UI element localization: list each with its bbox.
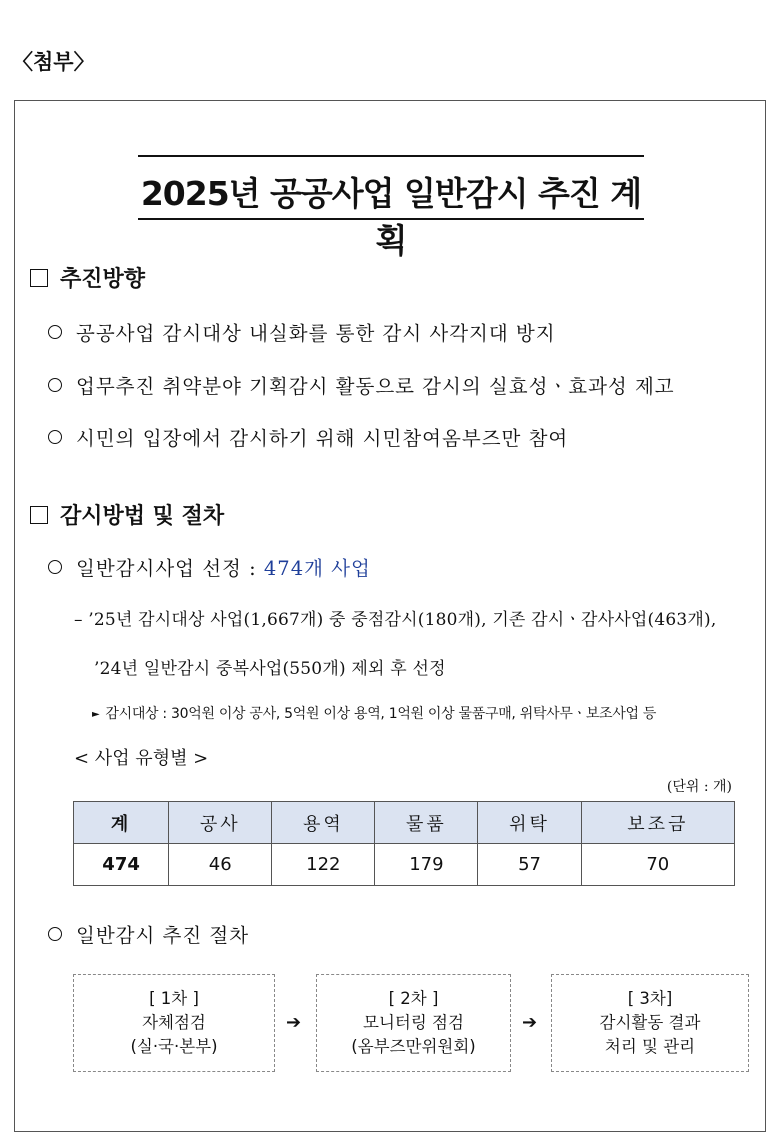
section-heading-text: 감시방법 및 절차 xyxy=(60,504,225,529)
header-cell: 위탁 xyxy=(478,802,581,844)
step-subtitle: (옴부즈만위원회) xyxy=(351,1037,476,1056)
bullet-item xyxy=(48,423,568,451)
step-title: 감시활동 결과 xyxy=(599,1013,701,1032)
selection-label: 일반감시사업 선정 : xyxy=(76,557,257,580)
step-subtitle: 처리 및 관리 xyxy=(604,1037,696,1056)
value-cell: 46 xyxy=(169,844,272,886)
header-cell: 용역 xyxy=(272,802,375,844)
circle-bullet-icon xyxy=(48,927,62,941)
title-bottom-rule xyxy=(138,218,644,220)
bullet-item xyxy=(48,318,556,346)
bullet-text: 업무추진 취약분야 기획감시 활동으로 감시의 실효성ㆍ효과성 제고 xyxy=(76,375,675,398)
circle-bullet-icon xyxy=(48,430,62,444)
selection-bullet xyxy=(48,553,371,581)
selection-value: 474개 사업 xyxy=(263,557,371,580)
project-type-table xyxy=(73,801,735,886)
title-top-rule xyxy=(138,155,644,157)
value-cell: 57 xyxy=(478,844,581,886)
section-heading-text: 추진방향 xyxy=(60,267,146,292)
section-heading-direction xyxy=(30,262,145,293)
value-cell: 179 xyxy=(375,844,478,886)
section-heading-method xyxy=(30,499,224,530)
selection-detail-line1: – ’25년 감시대상 사업(1,667개) 중 중점감시(180개), 기존 감시ㆍ감사사업(463개), xyxy=(74,610,717,630)
procedure-step-2 xyxy=(316,974,511,1072)
step-phase: [ 1차 ] xyxy=(149,989,199,1008)
unit-label: (단위 : 개) xyxy=(666,779,732,795)
step-subtitle: (실·국·본부) xyxy=(130,1037,218,1056)
square-bullet-icon xyxy=(30,506,48,524)
circle-bullet-icon xyxy=(48,560,62,574)
circle-bullet-icon xyxy=(48,325,62,339)
bullet-text: 공공사업 감시대상 내실화를 통한 감시 사각지대 방지 xyxy=(76,322,556,345)
step-title: 모니터링 점검 xyxy=(363,1013,464,1032)
table-header-row xyxy=(74,802,735,844)
step-phase: [ 2차 ] xyxy=(388,989,439,1008)
circle-bullet-icon xyxy=(48,378,62,392)
step-title: 자체점검 xyxy=(142,1013,206,1032)
arrow-right-icon: ➔ xyxy=(522,1012,538,1033)
bullet-text: 시민의 입장에서 감시하기 위해 시민참여옴부즈만 참여 xyxy=(76,427,569,450)
document-title: 2025년 공공사업 일반감시 추진 계획 xyxy=(140,174,642,260)
table-title: < 사업 유형별 > xyxy=(74,748,209,769)
header-cell: 계 xyxy=(74,802,169,844)
arrow-right-icon: ➔ xyxy=(286,1012,302,1033)
square-bullet-icon xyxy=(30,269,48,287)
procedure-heading: 일반감시 추진 절차 xyxy=(76,924,250,947)
target-note xyxy=(92,703,656,723)
value-cell: 122 xyxy=(272,844,375,886)
table-row xyxy=(74,844,735,886)
value-cell: 474 xyxy=(74,844,169,886)
procedure-step-1 xyxy=(73,974,275,1072)
note-text: 감시대상 : 30억원 이상 공사, 5억원 이상 용역, 1억원 이상 물품구매, 위탁사무ㆍ보조사업 등 xyxy=(105,706,657,722)
header-cell: 공사 xyxy=(169,802,272,844)
value-cell: 70 xyxy=(581,844,734,886)
attachment-label: 〈첨부〉 xyxy=(12,50,95,74)
header-cell: 보조금 xyxy=(581,802,734,844)
header-cell: 물품 xyxy=(375,802,478,844)
procedure-step-3 xyxy=(551,974,749,1072)
triangle-bullet-icon: ► xyxy=(92,709,100,720)
bullet-item xyxy=(48,371,675,399)
procedure-bullet xyxy=(48,920,249,948)
selection-detail-line2: ’24년 일반감시 중복사업(550개) 제외 후 선정 xyxy=(94,659,446,679)
step-phase: [ 3차] xyxy=(627,989,673,1008)
